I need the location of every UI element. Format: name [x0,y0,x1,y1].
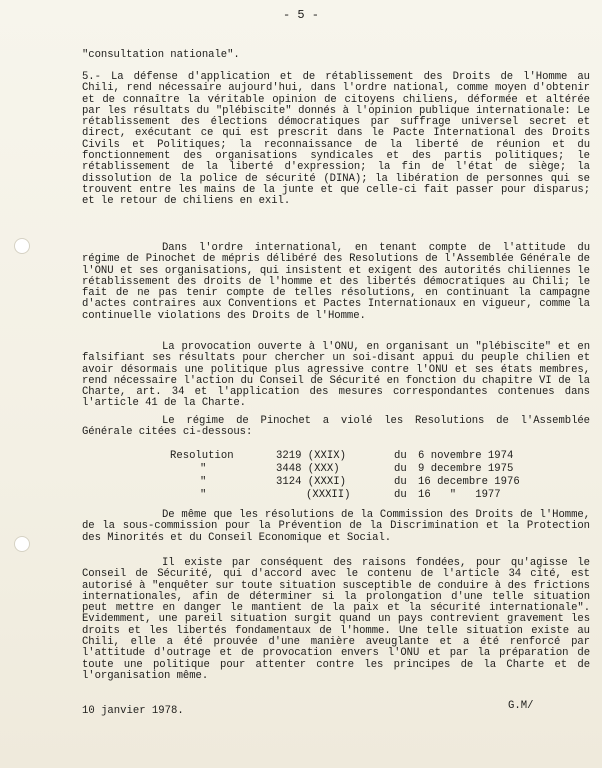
resolutions-table [170,450,558,502]
resolution-label: Resolution [170,450,234,462]
resolution-label: " [200,476,207,488]
resolution-date: 9 decembre 1975 [418,463,514,475]
signature-initials: G.M/ [508,700,534,712]
punch-hole [14,536,30,552]
paragraph-point-5: 5.- La défense d'application et de rétablissement des Droits de l'Homme au Chili, rend nécessaire aujourd'hui, dans l'ordre national, comme moyen d'obtenir et de connaître la véritable opinion de citoyens chiliens, déformée et altérée par les résultats du "plébiscite" donnés à l'opinion publique internationale: Le rétablissement des élections démocratiques par suffrage universel secret et direct, exécutant ce qui est prescrit dans le Pacte International des Droits Civils et Politiques; la reconnaissance de la liberté de réunion et du fonctionnement des organisations syndicales et des partis politiques; le rétablissement de la liberté d'expression; la fin de l'état de siège; la dissolution de la police de sécurité (DINA); la libération de personnes qui se trouvent entre les mains de la junte et que celle-ci fait passer pour disparus; et le retour de chiliens en exil. [82,71,590,208]
paragraph-security-council: Il existe par conséquent des raisons fondées, pour qu'agisse le Conseil de Sécurité, qui d'accord avec le contenu de l'article 34 cité, est autorisé à "enquêter sur toute situation susceptible de conduire à des frictions internationales, afin de déterminer si la prolongation d'une telle situation peut mettre en danger le mantient de la paix et la sécurité internationale". Evidemment, une pareil situation surgit quand un pays contrevient gravement les droits et les libertés fondamentaux de l'homme. Une telle situation existe au Chili, elle a été prouvée d'une manière aveuglante et a été renforcé par l'attitude d'outrage et de provocation envers l'ONU et par la préparation de toute une politique pour attenter contre les principes de la Charte et de l'organisation même. [82,557,590,682]
resolution-du: du [394,476,407,488]
resolution-du: du [394,489,407,501]
resolution-number: 3124 (XXXI) [276,476,346,488]
punch-hole [14,238,30,254]
paragraph-international: Dans l'ordre international, en tenant compte de l'attitude du régime de Pinochet de mépris délibéré des Resolutions de l'Assemblée Générale de l'ONU et ses organisations, qui insistent et exigent des autorités chiliennes le rétablissement des droits de l'homme et des libertés démocratiques au Chili; le fait de ne pas tenir compte de telles résolutions, en continuant la campagne d'actes contraires aux Conventions et Pactes Internationaux en vigueur, comme la continuelle violations des Droits de l'Homme. [82,242,590,322]
resolution-label: " [200,463,207,475]
paragraph-violations: Le régime de Pinochet a violé les Resolutions de l'Assemblée Générale citées ci-dessous: [82,415,590,439]
resolution-du: du [394,463,407,475]
resolution-number: 3219 (XXIX) [276,450,346,462]
paragraph-provocation: La provocation ouverte à l'ONU, en organisant un "plébiscite" et en falsifiant ses résultats pour chercher un soi-disant appui du peuple chilien et avoir désormais une politique plus agressive contre l'ONU et ses états membres, rend nécessaire l'action du Conseil de Sécurité en fonction du chapitre VI de la Charte, art. 34 et l'application des mesures correspondantes contenues dans l'article 41 de la Charte. [82,341,590,410]
resolution-label: " [200,489,207,501]
resolution-date: 6 novembre 1974 [418,450,514,462]
paragraph-commission: De même que les résolutions de la Commission des Droits de l'Homme, de la sous-commission pour la Prévention de la Discrimination et la Protection des Minorités et du Conseil Economique et Social. [82,509,590,544]
resolution-du: du [394,450,407,462]
table-row [170,463,558,476]
resolution-date: 16 " 1977 [418,489,501,501]
paragraph-intro: "consultation nationale". [82,49,240,61]
resolution-date: 16 decembre 1976 [418,476,520,488]
resolution-number: 3448 (XXX) [276,463,340,475]
table-row [170,476,558,489]
resolution-number: (XXXII) [306,489,351,501]
document-date: 10 janvier 1978. [82,705,184,717]
page-number: - 5 - [282,8,319,22]
table-row [170,450,558,463]
table-row [170,489,558,502]
